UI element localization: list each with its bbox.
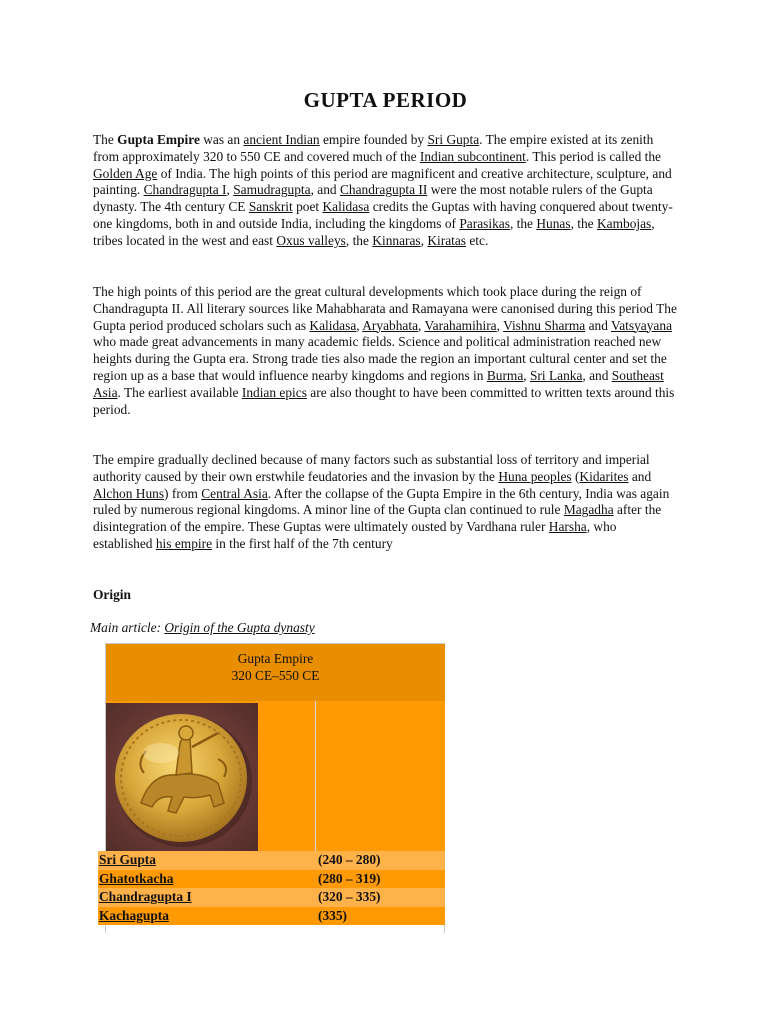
- ruler-link[interactable]: Chandragupta I: [99, 889, 192, 904]
- ruler-years-cell: (335): [316, 907, 445, 926]
- ruler-link[interactable]: Kachagupta: [99, 907, 169, 923]
- table-row: [98, 870, 445, 889]
- inline-link[interactable]: his empire: [155, 535, 213, 551]
- inline-link[interactable]: Sanskrit: [248, 199, 293, 215]
- ruler-name-cell: [98, 888, 316, 907]
- inline-link[interactable]: Kalidasa: [309, 317, 357, 333]
- ruler-years-cell: (240 – 280): [316, 851, 445, 870]
- ruler-link[interactable]: Sri Gupta: [99, 852, 156, 867]
- inline-link[interactable]: Chandragupta II: [339, 182, 428, 198]
- bold-term: Gupta Empire: [117, 132, 200, 147]
- inline-link[interactable]: Kidarites: [579, 468, 629, 484]
- ruler-link[interactable]: Ghatotkacha: [99, 870, 174, 886]
- main-article-note: [90, 620, 315, 636]
- inline-link[interactable]: Kiratas: [427, 232, 467, 248]
- inline-link[interactable]: Huna peoples: [498, 468, 572, 484]
- paragraph-decline: The empire gradually declined because of many factors such as substantial loss of territory and imperial authority caused by their own erstwhile feudatories and the invasion by the Huna peoples (Kidarites and Alchon Huns) from Central Asia. After the collapse of the Gupta Empire in the 6th century, India was again ruled by numerous regional kingdoms. A minor line of the Gupta clan continued to rule Magadha after the disintegration of the empire. These Guptas were ultimately ousted by Vardhana ruler Harsha, who established his empire in the first half of the 7th century: [93, 452, 670, 551]
- inline-link[interactable]: Varahamihira: [424, 317, 497, 333]
- origin-heading: Origin: [93, 587, 131, 602]
- table-row: [98, 851, 445, 870]
- inline-link[interactable]: Sri Lanka: [529, 367, 583, 383]
- inline-link[interactable]: Kalidasa: [322, 199, 370, 215]
- inline-link[interactable]: Alchon Huns: [93, 485, 165, 501]
- inline-link[interactable]: Burma: [486, 367, 524, 383]
- inline-link[interactable]: Parasikas: [459, 215, 510, 231]
- table-row: [98, 907, 445, 926]
- ruler-name-cell: [98, 870, 316, 889]
- inline-link[interactable]: Chandragupta I: [143, 182, 227, 198]
- infobox-header: [106, 644, 445, 701]
- infobox-dates: 320 CE–550 CE: [231, 668, 320, 683]
- ruler-name-cell: [98, 851, 316, 870]
- paragraph-culture: The high points of this period are the great cultural developments which took place during the reign of Chandragupta II. All literary sources like Mahabharata and Ramayana were canonised during this period The Gupta period produced scholars such as Kalidasa, Aryabhata, Varahamihira, Vishnu Sharma and Vatsyayana who made great advancements in many academic fields. Science and political administration reached new heights during the Gupta era. Strong trade ties also made the region an important cultural center and set the region up as a base that would influence nearby kingdoms and regions in Burma, Sri Lanka, and Southeast Asia. The earliest available Indian epics are also thought to have been committed to written texts around this period.: [93, 284, 677, 417]
- inline-link[interactable]: Oxus valleys: [276, 232, 346, 248]
- ruler-years-cell: (280 – 319): [316, 870, 445, 889]
- inline-link[interactable]: Kinnaras: [372, 232, 421, 248]
- inline-link[interactable]: Magadha: [563, 502, 614, 518]
- main-article-prefix: Main article:: [90, 620, 165, 635]
- inline-link[interactable]: Indian subcontinent: [419, 148, 526, 164]
- ruler-name-cell: [98, 907, 316, 926]
- inline-link[interactable]: Vishnu Sharma: [503, 317, 586, 333]
- paragraph-intro: The Gupta Empire was an ancient Indian empire founded by Sri Gupta. The empire existed at its zenith from approximately 320 to 550 CE and covered much of the Indian subcontinent. This period is called the Golden Age of India. The high points of this period are magnificent and creative architecture, sculpture, and painting. Chandragupta I, Samudragupta, and Chandragupta II were the most notable rulers of the Gupta dynasty. The 4th century CE Sanskrit poet Kalidasa credits the Guptas with having conquered about twenty-one kingdoms, both in and outside India, including the kingdoms of Parasikas, the Hunas, the Kambojas, tribes located in the west and east Oxus valleys, the Kinnaras, Kiratas etc.: [93, 132, 673, 248]
- inline-link[interactable]: Aryabhata: [362, 317, 419, 333]
- gold-coin-icon: [106, 703, 258, 851]
- inline-link[interactable]: Vatsyayana: [611, 317, 673, 333]
- inline-link[interactable]: Sri Gupta: [427, 132, 480, 147]
- table-row: [98, 888, 445, 907]
- infobox-title: Gupta Empire: [237, 651, 314, 666]
- inline-link[interactable]: Harsha: [548, 519, 587, 535]
- inline-link[interactable]: Southeast Asia: [93, 367, 664, 400]
- rulers-table: [98, 851, 445, 925]
- inline-link[interactable]: Samudragupta: [233, 182, 311, 198]
- gold-coin-image: [106, 703, 258, 851]
- inline-link[interactable]: Hunas: [536, 215, 571, 231]
- inline-link[interactable]: ancient Indian: [243, 132, 320, 147]
- infobox-image-cell: [106, 701, 316, 853]
- ruler-years-cell: (320 – 335): [316, 888, 445, 907]
- inline-link[interactable]: Central Asia: [201, 485, 268, 501]
- inline-link[interactable]: Golden Age: [93, 165, 158, 181]
- infobox-image-side-cell: [316, 701, 445, 853]
- inline-link[interactable]: Kambojas: [596, 215, 652, 231]
- page-title: GUPTA PERIOD: [303, 88, 468, 112]
- inline-link[interactable]: Indian epics: [241, 384, 307, 400]
- main-article-link[interactable]: Origin of the Gupta dynasty: [164, 620, 315, 635]
